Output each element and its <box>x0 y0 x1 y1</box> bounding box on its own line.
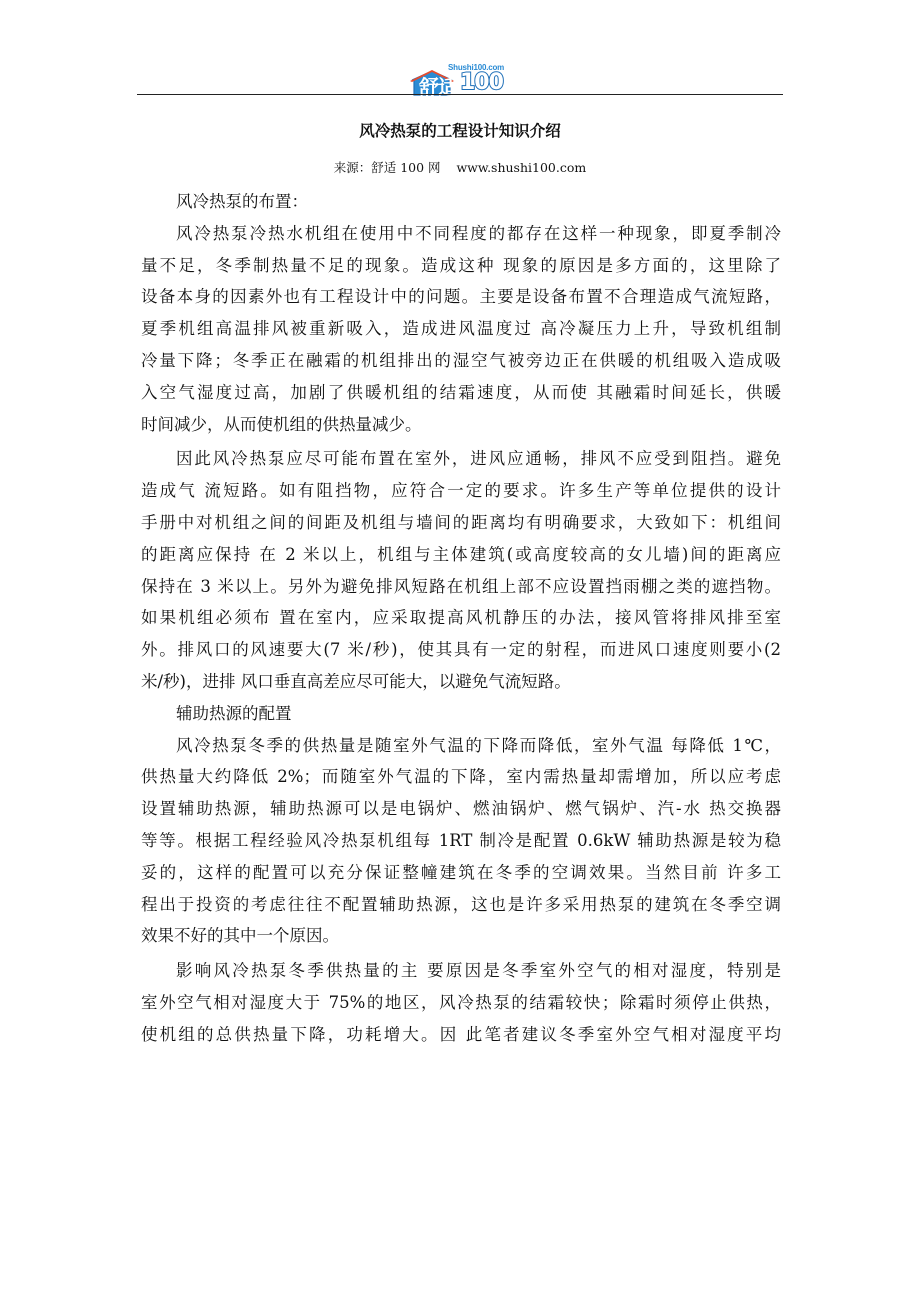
paragraph-line: 设置辅助热源，辅助热源可以是电锅炉、燃油锅炉、燃气锅炉、汽-水 热交换器 <box>141 799 781 819</box>
paragraph-line: 室外空气相对湿度大于 75%的地区，风冷热泵的结霜较快；除霜时须停止供热， <box>141 992 781 1012</box>
site-logo <box>410 63 512 99</box>
header-divider <box>137 94 783 95</box>
paragraph-line: 夏季机组高温排风被重新吸入，造成进风温度过 高冷凝压力上升，导致机组制 <box>141 319 781 339</box>
paragraph-line: 供热量大约降低 2%；而随室外气温的下降，室内需热量却需增加，所以应考虑 <box>141 767 781 787</box>
paragraph-line: 影响风冷热泵冬季供热量的主 要原因是冬季室外空气的相对湿度，特别是 <box>176 961 781 981</box>
paragraph-line: 风冷热泵冷热水机组在使用中不同程度的都存在这样一种现象，即夏季制冷 <box>176 223 781 243</box>
document-source: 来源：舒适 100 网 www.shushi100.com <box>333 160 587 175</box>
logo-brand-number: 100 <box>460 70 503 95</box>
paragraph-line: 因此风冷热泵应尽可能布置在室外，进风应通畅，排风不应受到阻挡。避免 <box>176 449 781 469</box>
paragraph-line: 风冷热泵冬季的供热量是随室外气温的下降而降低，室外气温 每降低 1℃， <box>176 735 781 755</box>
paragraph-line: 的距离应保持 在 2 米以上，机组与主体建筑(或高度较高的女儿墙)间的距离应 <box>141 544 781 564</box>
paragraph-line: 程出于投资的考虑往往不配置辅助热源，这也是许多采用热泵的建筑在冬季空调 <box>141 894 781 914</box>
paragraph-line: 等等。根据工程经验风冷热泵机组每 1RT 制冷是配置 0.6kW 辅助热源是较为稳 <box>141 830 781 850</box>
paragraph-line: 时间减少，从而使机组的供热量减少。 <box>141 414 422 434</box>
paragraph-line: 入空气湿度过高，加剧了供暖机组的结霜速度，从而使 其融霜时间延长，供暖 <box>141 382 781 402</box>
paragraph-line: 如果机组必须布 置在室内，应采取提高风机静压的办法，接风管将排风排至室 <box>141 608 781 628</box>
article-body <box>141 186 781 1051</box>
paragraph-line: 造成气 流短路。如有阻挡物，应符合一定的要求。许多生产等单位提供的设计 <box>141 481 781 501</box>
section-heading: 辅助热源的配置 <box>176 703 292 723</box>
paragraph-line: 外。排风口的风速要大(7 米/秒)，使其具有一定的射程，而进风口速度则要小(2 <box>141 640 781 660</box>
paragraph-line: 米/秒)，进排 风口垂直高差应尽可能大，以避免气流短路。 <box>141 671 571 691</box>
paragraph-line: 手册中对机组之间的间距及机组与墙间的距离均有明确要求，大致如下：机组间 <box>141 512 781 532</box>
section-heading: 风冷热泵的布置： <box>176 192 308 211</box>
paragraph-line: 量不足，冬季制热量不足的现象。造成这种 现象的原因是多方面的，这里除了 <box>141 255 781 275</box>
paragraph-line: 效果不好的其中一个原因。 <box>141 926 339 946</box>
paragraph-line: 妥的，这样的配置可以充分保证整幢建筑在冬季的空调效果。当然目前 许多工 <box>141 862 781 882</box>
logo-domain-text: Shushi100.com <box>448 63 505 72</box>
paragraph-line: 冷量下降；冬季正在融霜的机组排出的湿空气被旁边正在供暖的机组吸入造成吸 <box>141 350 781 370</box>
paragraph-line: 使机组的总供热量下降，功耗增大。因 此笔者建议冬季室外空气相对湿度平均 <box>141 1024 781 1044</box>
logo-brand-text: 舒适 <box>419 75 457 99</box>
paragraph-line: 设备本身的因素外也有工程设计中的问题。主要是设备布置不合理造成气流短路， <box>141 287 781 307</box>
paragraph-line: 保持在 3 米以上。另外为避免排风短路在机组上部不应设置挡雨棚之类的遮挡物。 <box>141 576 781 596</box>
document-title: 风冷热泵的工程设计知识介绍 <box>359 122 561 140</box>
